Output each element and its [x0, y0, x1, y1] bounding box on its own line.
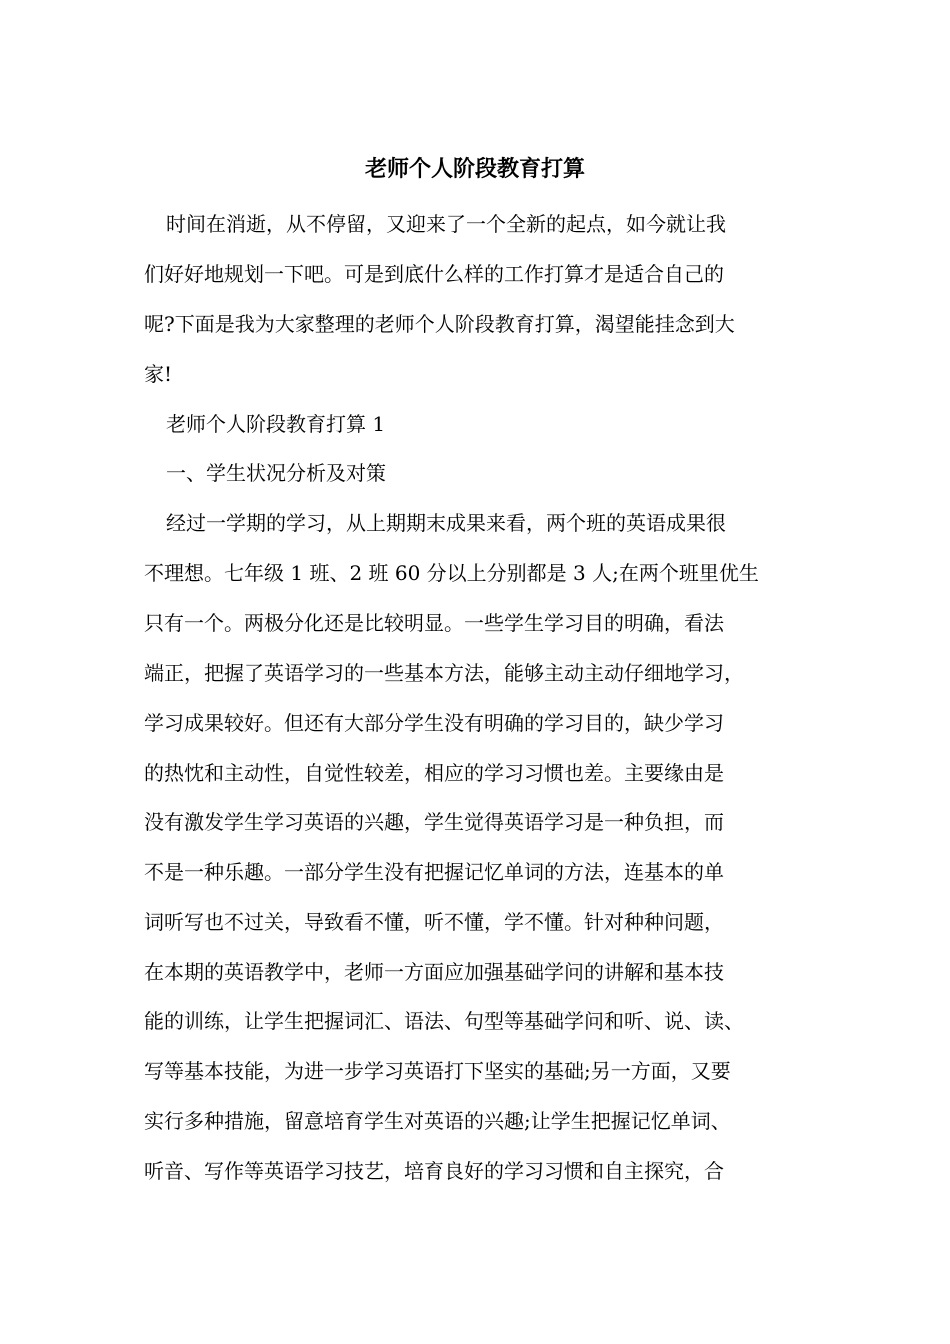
intro-line: 家!: [144, 362, 173, 386]
body-line: 在本期的英语教学中，老师一方面应加强基础学问的讲解和基本技: [144, 960, 724, 984]
document-title: 老师个人阶段教育打算: [364, 157, 585, 182]
intro-line: 们好好地规划一下吧。可是到底什么样的工作打算才是适合自己的: [144, 262, 724, 286]
body-line: 没有激发学生学习英语的兴趣，学生觉得英语学习是一种负担，而: [144, 810, 724, 834]
body-line: 实行多种措施，留意培育学生对英语的兴趣;让学生把握记忆单词、: [144, 1109, 731, 1133]
body-line: 经过一学期的学习，从上期期末成果来看，两个班的英语成果很: [166, 511, 726, 535]
body-line: 的热忱和主动性，自觉性较差，相应的学习习惯也差。主要缘由是: [144, 761, 724, 785]
body-line: 词听写也不过关，导致看不懂，听不懂，学不懂。针对种种问题，: [144, 910, 724, 934]
section-heading: 老师个人阶段教育打算 1: [166, 412, 386, 436]
intro-line: 呢?下面是我为大家整理的老师个人阶段教育打算，渴望能挂念到大: [144, 312, 735, 336]
body-line: 能的训练，让学生把握词汇、语法、句型等基础学问和听、说、读、: [144, 1009, 744, 1033]
body-line: 学习成果较好。但还有大部分学生没有明确的学习目的，缺少学习: [144, 711, 724, 735]
body-line: 写等基本技能，为进一步学习英语打下坚实的基础;另一方面，又要: [144, 1059, 731, 1083]
body-line: 端正，把握了英语学习的一些基本方法，能够主动主动仔细地学习，: [144, 661, 744, 685]
intro-line: 时间在消逝，从不停留，又迎来了一个全新的起点，如今就让我: [166, 212, 726, 236]
subsection-heading: 一、学生状况分析及对策: [166, 461, 386, 485]
body-line: 只有一个。两极分化还是比较明显。一些学生学习目的明确，看法: [144, 611, 724, 635]
body-line: 不是一种乐趣。一部分学生没有把握记忆单词的方法，连基本的单: [144, 860, 724, 884]
body-line: 听音、写作等英语学习技艺，培育良好的学习习惯和自主探究，合: [144, 1159, 724, 1183]
body-line: 不理想。七年级 1 班、2 班 60 分以上分别都是 3 人;在两个班里优生: [144, 561, 759, 585]
